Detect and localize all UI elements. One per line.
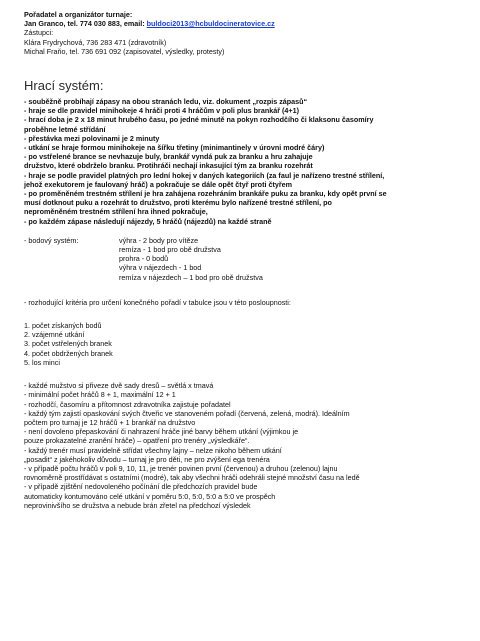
rule-shootout-text: - po každém zápase následují nájezdy, [24, 216, 157, 226]
rule-line: družstvo, které obdrželo branku. Protihráči nechají inkasující tým za branku rozehrát [24, 161, 313, 171]
rule-line: - v případě zjištění nedovoleného počínání dle předchozích pravidel bude [24, 482, 258, 492]
criteria-intro: - rozhodující kritéria pro určení konečného pořadí v tabulce jsou v této posloupnosti: [24, 297, 291, 307]
rule-line: - každý tým zajistí opaskování svých čtveřic ve stanoveném pořadí (červená, zelená, modrá). Ideálním [24, 408, 350, 418]
criteria-item: 4. počet obdržených branek [24, 348, 113, 358]
spacer [24, 367, 456, 381]
organizer-contact-text: Jan Granco, tel. 774 030 883, email: [24, 19, 147, 29]
rule-line: - hrací doba je 2 x 18 minut hrubého času, po jedné minutě na pokyn rozhodčího či klaksonu časomíry [24, 115, 374, 125]
criteria-list [24, 321, 456, 367]
points-item: remíza - 1 bod pro obě družstva [119, 245, 221, 255]
rule-line: - každý trenér musí pravidelně střídat všechny lajny – nelze nikoho během utkání [24, 445, 282, 455]
rule-line: jehož exekutorem je faulovaný hráč) a pokračuje se dále opět čtyř proti čtyřem [24, 179, 293, 189]
points-item: remíza v nájezdech – 1 bod pro obě družstva [119, 272, 263, 282]
organizer-contact [24, 19, 456, 28]
spacer [24, 282, 456, 298]
rule-line: neproměněném trestném střílení hra ihned pokračuje, [24, 207, 208, 217]
points-row [24, 236, 456, 245]
spacer [24, 307, 456, 321]
rule-line: - hraje se podle pravidel platných pro lední hokej v daných kategoriích (za faul je nařízeno trestné střílení, [24, 170, 385, 180]
rule-line: - po vstřelené brance se nevhazuje buly, brankář vyndá puk za branku a hru zahajuje [24, 152, 313, 162]
criteria-item: 3. počet vstřelených branek [24, 339, 112, 349]
rule-line: rovnoměrně prostřídávat s ostatními (modré), tak aby všechni hráči odehráli stejné množství času na ledě [24, 473, 360, 483]
organizer-email-link[interactable]: buldoci2013@hcbuldocineratovice.cz [146, 19, 275, 29]
points-label: - bodový systém: [24, 235, 79, 245]
deputies-label: Zástupci: [24, 28, 54, 38]
rule-line: „posadit“ z jakéhokoliv důvodu – turnaj je pro děti, ne pro zvýšení ega trenéra [24, 454, 270, 464]
rule-line: automaticky kontumováno celé utkání v poměru 5:0, 5:0, 5:0 a 5:0 ve prospěch [24, 491, 276, 501]
spacer [24, 226, 456, 236]
rule-line: neprovinivšího se družstva a nebude brán zřetel na předchozí výsledek [24, 500, 251, 510]
rule-line: - není dovoleno přepaskování či nahrazení hráče jiné barvy během utkání (výjimkou je [24, 427, 299, 437]
rules-block-b [24, 381, 456, 510]
rule-line: - každé mužstvo si přiveze dvě sady dresů – světlá x tmavá [24, 381, 214, 391]
organizer-block [24, 10, 456, 56]
rule-line: - přestávka mezi polovinami je 2 minuty [24, 133, 160, 143]
rule-line: proběhne letmé střídání [24, 124, 106, 134]
rule-shootout-emphasis: 5 hráčů (nájezdů) na každé straně [156, 216, 272, 226]
rule-line: - minimální počet hráčů 8 + 1, maximální 12 + 1 [24, 390, 176, 400]
deputy-1: Klára Frydrychová, 736 283 471 (zdravotník) [24, 37, 167, 47]
rule-line: - hraje se dle pravidel minihokeje 4 hráči proti 4 hráčům v poli plus brankář (4+1) [24, 106, 300, 116]
rules-block-a [24, 97, 456, 226]
rule-line: - souběžně probíhají zápasy na obou stranách ledu, viz. dokument „rozpis zápasů“ [24, 97, 308, 107]
spacer [24, 56, 456, 78]
rule-line: pouze prokazatelné zranění hráče) – opatření pro trenéry „výsledkáře“. [24, 436, 250, 446]
organizer-title: Pořadatel a organizátor turnaje: [24, 10, 133, 19]
rule-line: - utkání se hraje formou minihokeje na šířku třetiny (minimantinely v úrovni modré čáry) [24, 143, 325, 153]
rule-line: - po proměněném trestném střílení je hra zahájena rozehráním brankáře puku za branku, kdy opět první se [24, 189, 387, 199]
points-item: výhra v nájezdech - 1 bod [119, 263, 202, 273]
points-system [24, 236, 456, 282]
rule-line: musí dotknout puku a rozehrát to družstvo, proti kterému bylo nařízené trestné střílení, po [24, 198, 332, 208]
rule-line: - rozhodčí, časomíru a přítomnost zdravotníka zajistuje pořadatel [24, 399, 231, 409]
rule-shootout [24, 217, 456, 226]
rule-line: počtem pro turnaj je 12 hráčů + 1 brankář na družstvo [24, 417, 196, 427]
criteria-item: 2. vzájemné utkání [24, 330, 85, 340]
deputy-2: Michal Fraňo, tel. 736 691 092 (zapisovatel, výsledky, protesty) [24, 46, 225, 56]
points-item: výhra - 2 body pro vítěze [119, 235, 199, 245]
points-item: prohra - 0 bodů [119, 254, 169, 264]
section-title: Hrací systém: [24, 78, 104, 94]
rule-line: - v případě počtu hráčů v poli 9, 10, 11, je trenér povinen první (červenou) a druhou (zelenou) lajnu [24, 463, 338, 473]
criteria-item: 5. los minci [24, 357, 60, 367]
criteria-item: 1. počet získaných bodů [24, 321, 102, 331]
